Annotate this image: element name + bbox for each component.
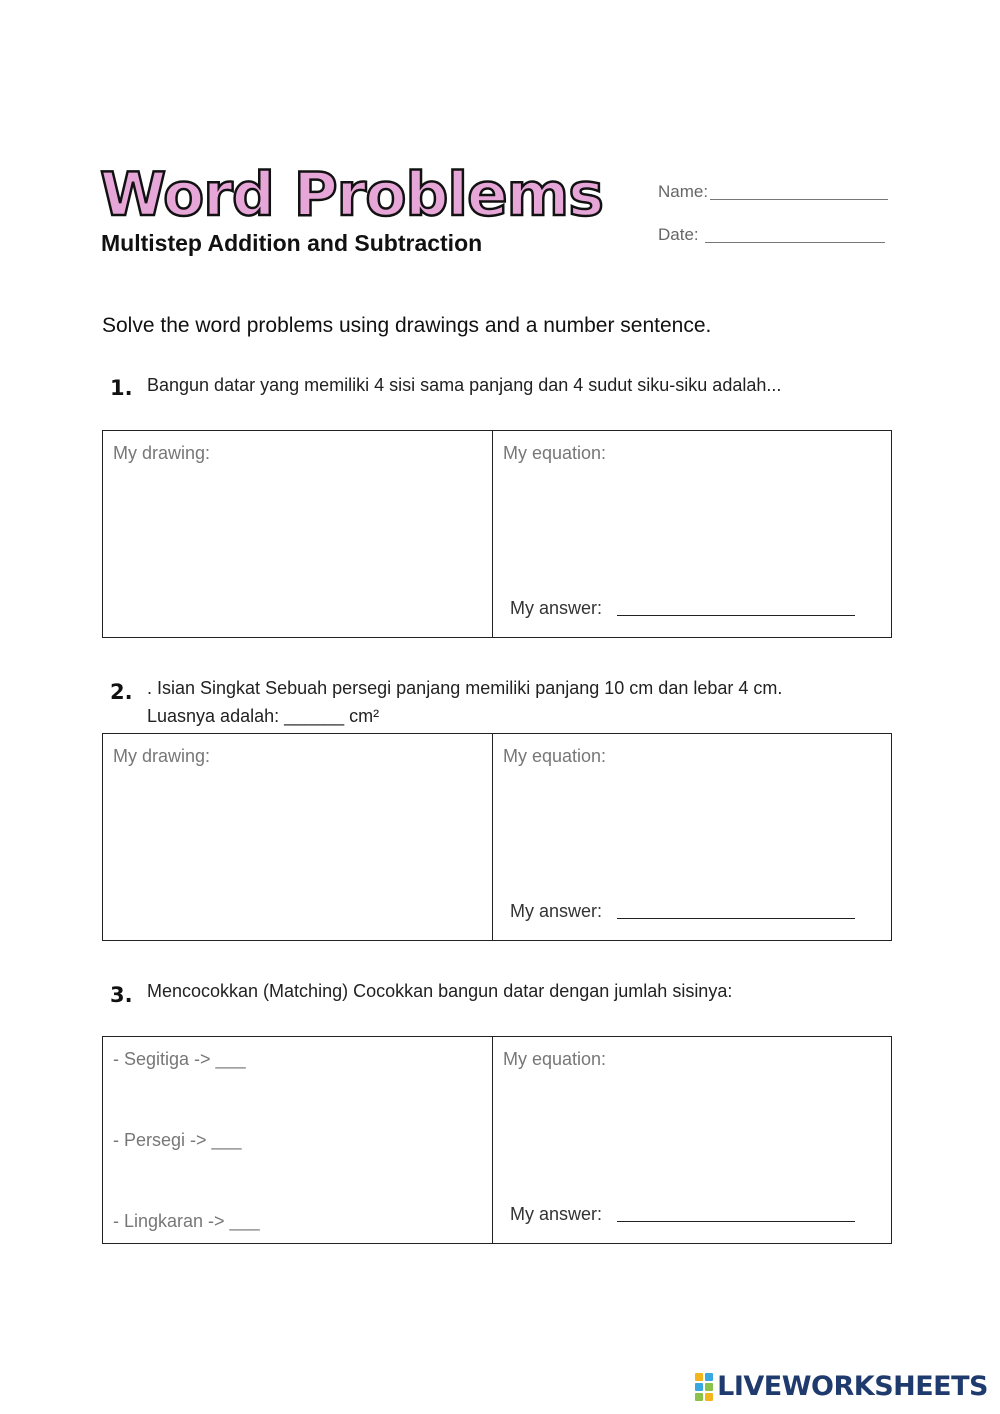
- question-number-3: 3.: [110, 983, 133, 1007]
- question-text-2-line1: . Isian Singkat Sebuah persegi panjang memiliki panjang 10 cm dan lebar 4 cm.: [147, 678, 783, 698]
- equation-label: My equation:: [503, 746, 607, 766]
- worksheet-title: Word Problems: [100, 160, 603, 230]
- question-2-work-box: [102, 733, 892, 941]
- answer-row: [510, 1204, 855, 1225]
- drawing-area[interactable]: [103, 431, 493, 637]
- question-text-3: Mencocokkan (Matching) Cocokkan bangun datar dengan jumlah sisinya:: [147, 981, 733, 1001]
- match-item-persegi[interactable]: - Persegi -> ___: [113, 1130, 242, 1150]
- question-number-2: 2.: [110, 680, 133, 704]
- equation-area[interactable]: [493, 734, 891, 940]
- answer-label: My answer:: [510, 1204, 603, 1224]
- date-field[interactable]: [658, 225, 885, 245]
- question-3-work-box: [102, 1036, 892, 1244]
- answer-input-line[interactable]: [617, 917, 855, 919]
- liveworksheets-logo[interactable]: [695, 1371, 988, 1402]
- question-text-2: [147, 674, 877, 730]
- matching-area[interactable]: [103, 1037, 493, 1243]
- name-field[interactable]: [658, 182, 888, 202]
- match-item-lingkaran[interactable]: - Lingkaran -> ___: [113, 1211, 260, 1231]
- question-text-2-line2: Luasnya adalah: ______ cm²: [147, 706, 380, 726]
- logo-text: LIVEWORKSHEETS: [717, 1371, 988, 1402]
- equation-area[interactable]: [493, 1037, 891, 1243]
- date-label: Date:: [658, 225, 699, 244]
- answer-row: [510, 901, 855, 922]
- date-input-line[interactable]: [705, 241, 885, 243]
- drawing-area[interactable]: [103, 734, 493, 940]
- answer-row: [510, 598, 855, 619]
- name-input-line[interactable]: [710, 198, 888, 200]
- answer-label: My answer:: [510, 598, 603, 618]
- equation-area[interactable]: [493, 431, 891, 637]
- question-text-1: Bangun datar yang memiliki 4 sisi sama panjang dan 4 sudut siku-siku adalah...: [147, 375, 782, 395]
- name-label: Name:: [658, 182, 709, 201]
- drawing-label: My drawing:: [113, 443, 211, 463]
- question-number-1: 1.: [110, 376, 133, 400]
- match-item-segitiga[interactable]: - Segitiga -> ___: [113, 1049, 246, 1069]
- equation-label: My equation:: [503, 443, 607, 463]
- equation-label: My equation:: [503, 1049, 607, 1069]
- logo-mark-icon: [695, 1373, 713, 1401]
- instructions: Solve the word problems using drawings and a number sentence.: [102, 314, 712, 337]
- answer-label: My answer:: [510, 901, 603, 921]
- worksheet-subtitle: Multistep Addition and Subtraction: [101, 230, 483, 256]
- question-1-work-box: [102, 430, 892, 638]
- answer-input-line[interactable]: [617, 614, 855, 616]
- answer-input-line[interactable]: [617, 1220, 855, 1222]
- drawing-label: My drawing:: [113, 746, 211, 766]
